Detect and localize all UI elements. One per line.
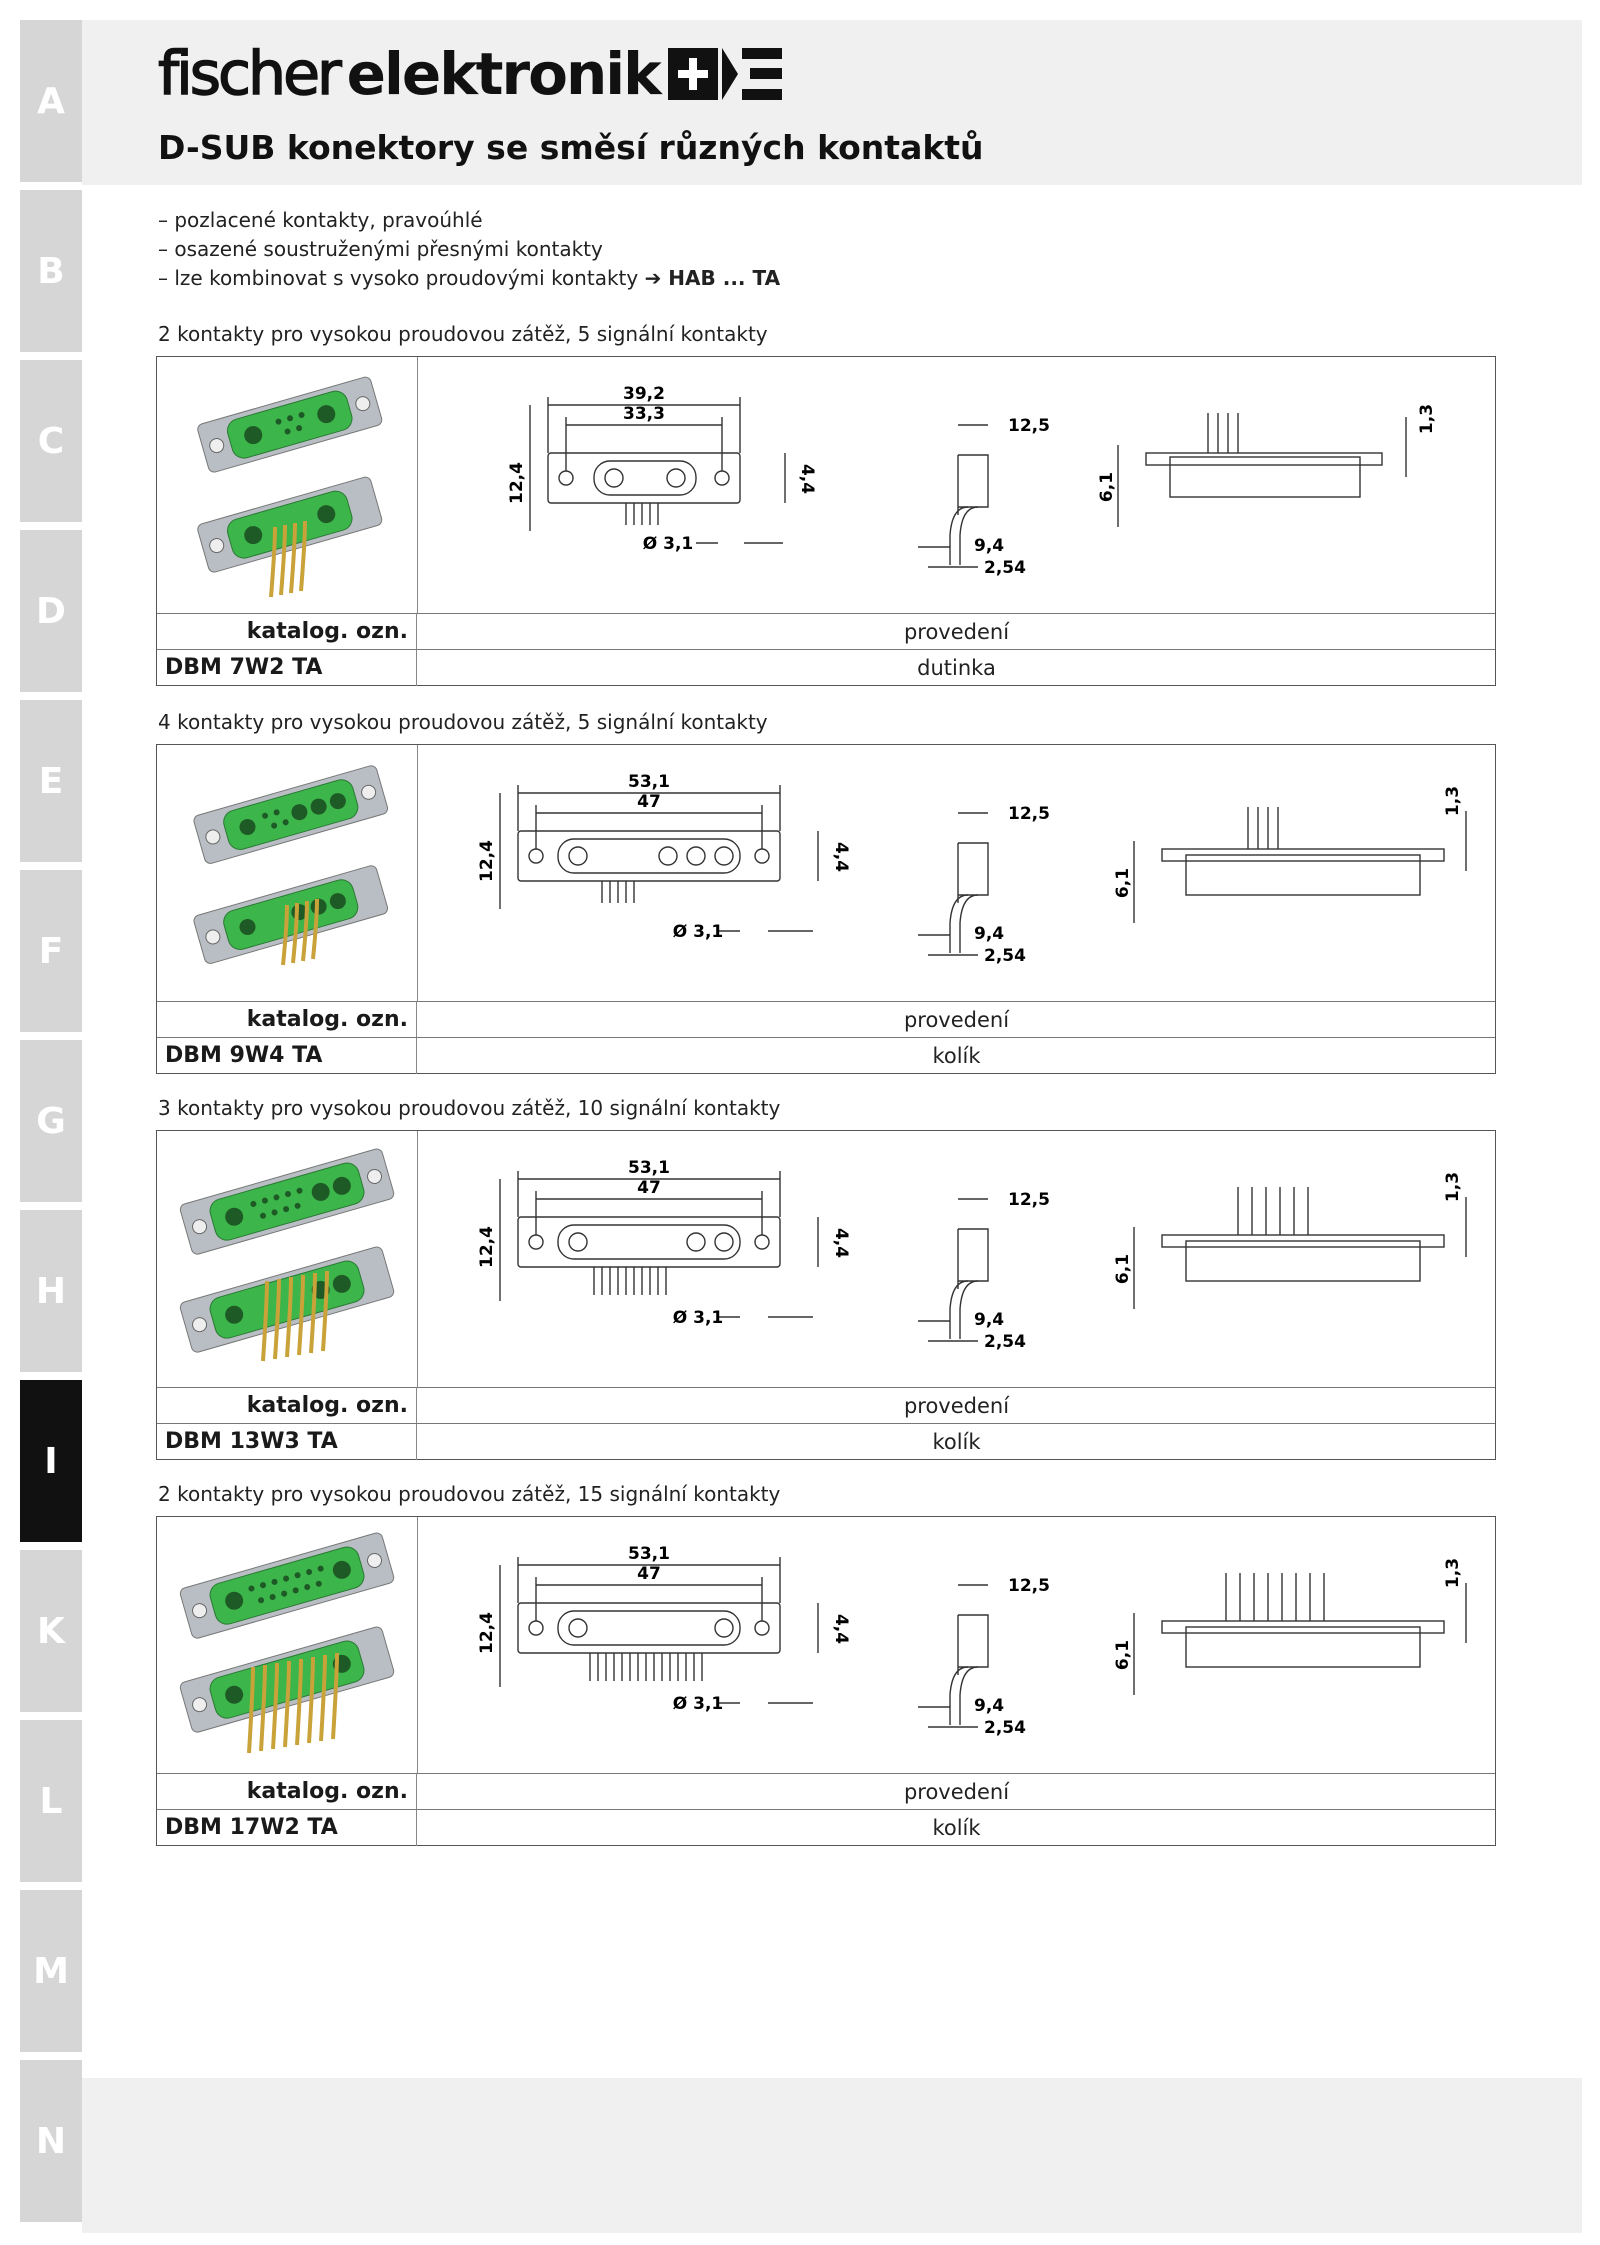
table-row xyxy=(157,1809,1495,1846)
tab-i[interactable]: I xyxy=(20,1380,82,1542)
variant-label: provedení xyxy=(903,1008,1010,1032)
dim-flange: 4,4 xyxy=(831,1227,851,1259)
product-block xyxy=(156,1130,1496,1460)
dimension-drawing xyxy=(418,357,1495,613)
variant-value: kolík xyxy=(932,1816,981,1840)
catalog-code: DBM 17W2 TA xyxy=(157,1810,417,1846)
product-block xyxy=(156,744,1496,1074)
dim-flange: 4,4 xyxy=(831,1613,851,1645)
technical-drawing xyxy=(418,357,1495,613)
dim-overall: 39,2 xyxy=(623,384,665,404)
table-row xyxy=(157,1423,1495,1460)
dim-overall: 53,1 xyxy=(628,1544,670,1564)
tab-h[interactable]: H xyxy=(20,1210,82,1372)
dim-height: 12,4 xyxy=(507,462,527,504)
brand-name-part2: elektronik xyxy=(346,40,660,108)
connector-photo-icon xyxy=(157,1517,417,1773)
dim-pitch-a: 9,4 xyxy=(974,1310,1005,1330)
dim-top: 1,3 xyxy=(1417,403,1437,435)
variant-value: kolík xyxy=(932,1044,981,1068)
dim-overall: 53,1 xyxy=(628,1158,670,1178)
catalog-label: katalog. ozn. xyxy=(157,614,417,650)
tab-l[interactable]: L xyxy=(20,1720,82,1882)
product-block xyxy=(156,356,1496,686)
feature-text: – lze kombinovat s vysoko proudovými kontakty xyxy=(158,266,645,290)
tab-n[interactable]: N xyxy=(20,2060,82,2222)
footer-band xyxy=(82,2078,1582,2233)
dim-flange: 4,4 xyxy=(831,841,851,873)
catalog-code: DBM 13W3 TA xyxy=(157,1424,417,1460)
technical-drawing xyxy=(418,1131,1495,1387)
dim-hole: Ø 3,1 xyxy=(642,534,694,554)
feature-item: – osazené soustruženými přesnými kontakty xyxy=(158,237,603,261)
table-row xyxy=(157,1037,1495,1074)
section-caption: 2 kontakty pro vysokou proudovou zátěž, 5 signální kontakty xyxy=(158,322,768,346)
tab-g[interactable]: G xyxy=(20,1040,82,1202)
tab-d[interactable]: D xyxy=(20,530,82,692)
technical-drawing xyxy=(418,745,1495,1001)
table-header-row xyxy=(157,613,1495,650)
tab-k[interactable]: K xyxy=(20,1550,82,1712)
dim-pitch-b: 2,54 xyxy=(984,1332,1026,1352)
dim-pitch-a: 9,4 xyxy=(974,924,1005,944)
table-header-row xyxy=(157,1387,1495,1424)
catalog-code: DBM 9W4 TA xyxy=(157,1038,417,1074)
connector-photo xyxy=(157,1131,418,1387)
catalog-label: katalog. ozn. xyxy=(157,1002,417,1038)
dim-hole: Ø 3,1 xyxy=(672,1308,724,1328)
feature-item: – pozlacené kontakty, pravoúhlé xyxy=(158,208,483,232)
dim-pitch-b: 2,54 xyxy=(984,1718,1026,1738)
dim-hole: Ø 3,1 xyxy=(672,1694,724,1714)
tab-a[interactable]: A xyxy=(20,20,82,182)
dim-depth: 12,5 xyxy=(1008,416,1050,436)
variant-value: dutinka xyxy=(917,656,996,680)
dim-flange: 4,4 xyxy=(797,463,817,495)
dim-height: 12,4 xyxy=(477,1226,497,1268)
catalog-label: katalog. ozn. xyxy=(157,1774,417,1810)
dimension-drawing xyxy=(418,1517,1495,1773)
dim-side: 6,1 xyxy=(1097,471,1117,503)
dim-overall: 53,1 xyxy=(628,772,670,792)
dim-side: 6,1 xyxy=(1113,1639,1133,1671)
tab-c[interactable]: C xyxy=(20,360,82,522)
section-caption: 3 kontakty pro vysokou proudovou zátěž, 10 signální kontakty xyxy=(158,1096,781,1120)
connector-photo-icon xyxy=(157,357,417,613)
table-row xyxy=(157,649,1495,686)
tab-f[interactable]: F xyxy=(20,870,82,1032)
dim-pitch-a: 9,4 xyxy=(974,1696,1005,1716)
page-title: D-SUB konektory se směsí různých kontaktů xyxy=(158,128,984,167)
dim-pitch-a: 9,4 xyxy=(974,536,1005,556)
dim-inner: 47 xyxy=(637,1178,661,1198)
catalog-code: DBM 7W2 TA xyxy=(157,650,417,686)
dim-pitch-b: 2,54 xyxy=(984,558,1026,578)
dim-depth: 12,5 xyxy=(1008,1576,1050,1596)
feature-list xyxy=(158,206,780,293)
connector-photo xyxy=(157,1517,418,1773)
section-caption: 2 kontakty pro vysokou proudovou zátěž, 15 signální kontakty xyxy=(158,1482,781,1506)
dim-depth: 12,5 xyxy=(1008,1190,1050,1210)
table-header-row xyxy=(157,1773,1495,1810)
tab-b[interactable]: B xyxy=(20,190,82,352)
brand-symbol-icon xyxy=(666,42,786,106)
feature-item xyxy=(158,264,780,293)
dim-height: 12,4 xyxy=(477,840,497,882)
variant-label: provedení xyxy=(903,620,1010,644)
dim-side: 6,1 xyxy=(1113,1253,1133,1285)
tab-m[interactable]: M xyxy=(20,1890,82,2052)
connector-photo-icon xyxy=(157,1131,417,1387)
dim-top: 1,3 xyxy=(1443,785,1463,817)
dimension-drawing xyxy=(418,1131,1495,1387)
cross-reference-link[interactable]: ➔ HAB ... TA xyxy=(644,266,781,290)
dim-inner: 47 xyxy=(637,792,661,812)
brand-logo xyxy=(158,39,786,109)
variant-label: provedení xyxy=(903,1394,1010,1418)
dimension-drawing xyxy=(418,745,1495,1001)
catalog-label: katalog. ozn. xyxy=(157,1388,417,1424)
tab-e[interactable]: E xyxy=(20,700,82,862)
dim-inner: 47 xyxy=(637,1564,661,1584)
section-tab-strip xyxy=(20,20,82,2240)
product-block xyxy=(156,1516,1496,1846)
dim-depth: 12,5 xyxy=(1008,804,1050,824)
dim-top: 1,3 xyxy=(1443,1171,1463,1203)
dim-side: 6,1 xyxy=(1113,867,1133,899)
connector-photo-icon xyxy=(157,745,417,1001)
dim-top: 1,3 xyxy=(1443,1557,1463,1589)
connector-photo xyxy=(157,745,418,1001)
variant-label: provedení xyxy=(903,1780,1010,1804)
dim-inner: 33,3 xyxy=(623,404,665,424)
dim-height: 12,4 xyxy=(477,1612,497,1654)
dim-pitch-b: 2,54 xyxy=(984,946,1026,966)
table-header-row xyxy=(157,1001,1495,1038)
dim-hole: Ø 3,1 xyxy=(672,922,724,942)
brand-name-part1: fischer xyxy=(158,39,339,109)
technical-drawing xyxy=(418,1517,1495,1773)
section-caption: 4 kontakty pro vysokou proudovou zátěž, 5 signální kontakty xyxy=(158,710,768,734)
connector-photo xyxy=(157,357,418,613)
variant-value: kolík xyxy=(932,1430,981,1454)
